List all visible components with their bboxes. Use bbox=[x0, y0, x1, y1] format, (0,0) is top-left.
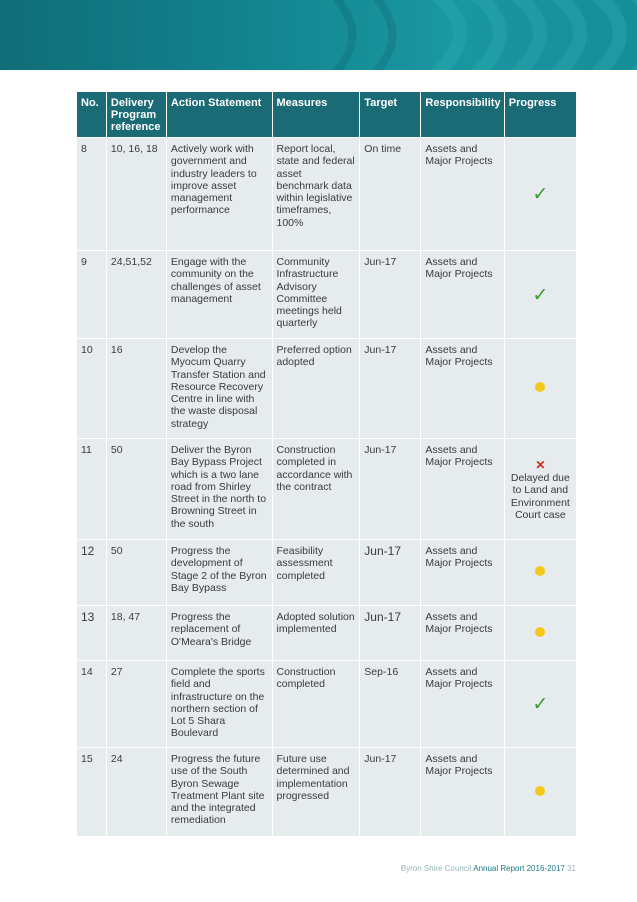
cell-ref: 16 bbox=[107, 339, 166, 438]
table-row bbox=[77, 138, 576, 250]
cell-target: Jun-17 bbox=[360, 606, 420, 660]
cell-action: Progress the development of Stage 2 of the Byron Bay Bypass bbox=[167, 540, 272, 605]
footer-page-number: 31 bbox=[567, 864, 576, 873]
action-table bbox=[76, 91, 577, 837]
footer-org: Byron Shire Council bbox=[400, 864, 472, 873]
cell-action: Progress the replacement of O'Meara's Bridge bbox=[167, 606, 272, 660]
cell-target: Jun-17 bbox=[360, 339, 420, 438]
cell-no: 15 bbox=[77, 748, 106, 836]
cell-no: 9 bbox=[77, 251, 106, 338]
cross-icon: ✕ bbox=[535, 457, 546, 472]
cell-measures: Community Infrastructure Advisory Committee meetings held quarterly bbox=[273, 251, 360, 338]
check-icon: ✓ bbox=[532, 284, 549, 306]
check-icon: ✓ bbox=[532, 694, 549, 715]
col-header-action-statement: Action Statement bbox=[167, 92, 272, 137]
cell-ref: 24,51,52 bbox=[107, 251, 166, 338]
progress-note: Delayed due to Land and Environment Court case bbox=[510, 471, 570, 521]
cell-action: Develop the Myocum Quarry Transfer Station and Resource Recovery Centre in line with the waste disposal strategy bbox=[167, 339, 272, 438]
cell-target: On time bbox=[360, 138, 420, 250]
footer-report: Annual Report 2016-2017 bbox=[473, 864, 565, 873]
cell-ref: 27 bbox=[107, 661, 166, 747]
cell-action: Actively work with government and industry leaders to improve asset management performance bbox=[167, 138, 272, 250]
table-row bbox=[77, 540, 576, 605]
cell-responsibility: Assets and Major Projects bbox=[421, 138, 503, 250]
cell-progress bbox=[505, 439, 576, 539]
col-header-delivery-program-reference: Delivery Program reference bbox=[107, 92, 166, 137]
cell-progress bbox=[505, 339, 576, 438]
cell-target: Jun-17 bbox=[360, 540, 420, 605]
col-header-progress: Progress bbox=[505, 92, 576, 137]
cell-ref: 50 bbox=[107, 439, 166, 539]
table-row bbox=[77, 661, 576, 747]
cell-ref: 18, 47 bbox=[107, 606, 166, 660]
cell-measures: Future use determined and implementation progressed bbox=[273, 748, 360, 836]
page-footer bbox=[300, 864, 576, 873]
check-icon: ✓ bbox=[532, 184, 549, 205]
cell-progress bbox=[505, 540, 576, 605]
cell-no: 11 bbox=[77, 439, 106, 539]
cell-progress bbox=[505, 251, 576, 338]
col-header-measures: Measures bbox=[273, 92, 360, 137]
cell-measures: Construction completed in accordance with the contract bbox=[273, 439, 360, 539]
cell-no: 10 bbox=[77, 339, 106, 438]
cell-target: Sep-16 bbox=[360, 661, 420, 747]
cell-ref: 24 bbox=[107, 748, 166, 836]
cell-responsibility: Assets and Major Projects bbox=[421, 251, 503, 338]
table-row bbox=[77, 251, 576, 338]
yellow-dot-icon bbox=[535, 566, 545, 576]
table-header-row bbox=[77, 92, 576, 137]
cell-action: Engage with the community on the challenges of asset management bbox=[167, 251, 272, 338]
yellow-dot-icon bbox=[535, 786, 545, 796]
cell-action: Complete the sports field and infrastructure on the northern section of Lot 5 Shara Boulevard bbox=[167, 661, 272, 747]
cell-no: 14 bbox=[77, 661, 106, 747]
cell-ref: 10, 16, 18 bbox=[107, 138, 166, 250]
col-header-no: No. bbox=[77, 92, 106, 137]
cell-target: Jun-17 bbox=[360, 439, 420, 539]
col-header-target: Target bbox=[360, 92, 420, 137]
cell-progress bbox=[505, 748, 576, 836]
cell-no: 8 bbox=[77, 138, 106, 250]
cell-responsibility: Assets and Major Projects bbox=[421, 748, 503, 836]
cell-ref: 50 bbox=[107, 540, 166, 605]
cell-measures: Adopted solution implemented bbox=[273, 606, 360, 660]
cell-responsibility: Assets and Major Projects bbox=[421, 606, 503, 660]
wave-pattern-graphic bbox=[0, 0, 637, 70]
table-row bbox=[77, 606, 576, 660]
cell-no: 13 bbox=[77, 606, 106, 660]
table-row bbox=[77, 439, 576, 539]
cell-measures: Feasibility assessment completed bbox=[273, 540, 360, 605]
cell-responsibility: Assets and Major Projects bbox=[421, 540, 503, 605]
cell-measures: Report local, state and federal asset benchmark data within legislative timeframes, 100% bbox=[273, 138, 360, 250]
cell-target: Jun-17 bbox=[360, 748, 420, 836]
yellow-dot-icon bbox=[535, 627, 545, 637]
cell-measures: Construction completed bbox=[273, 661, 360, 747]
cell-progress bbox=[505, 661, 576, 747]
cell-responsibility: Assets and Major Projects bbox=[421, 439, 503, 539]
cell-responsibility: Assets and Major Projects bbox=[421, 339, 503, 438]
cell-progress bbox=[505, 138, 576, 250]
cell-target: Jun-17 bbox=[360, 251, 420, 338]
cell-measures: Preferred option adopted bbox=[273, 339, 360, 438]
cell-progress bbox=[505, 606, 576, 660]
header-banner bbox=[0, 0, 637, 70]
table-row bbox=[77, 339, 576, 438]
yellow-dot-icon bbox=[535, 382, 545, 392]
cell-no: 12 bbox=[77, 540, 106, 605]
col-header-responsibility: Responsibility bbox=[421, 92, 503, 137]
cell-responsibility: Assets and Major Projects bbox=[421, 661, 503, 747]
table-row bbox=[77, 748, 576, 836]
cell-action: Progress the future use of the South Byron Sewage Treatment Plant site and the integrated remediation bbox=[167, 748, 272, 836]
cell-action: Deliver the Byron Bay Bypass Project which is a two lane road from Shirley Street in the north to Browning Street in the south bbox=[167, 439, 272, 539]
